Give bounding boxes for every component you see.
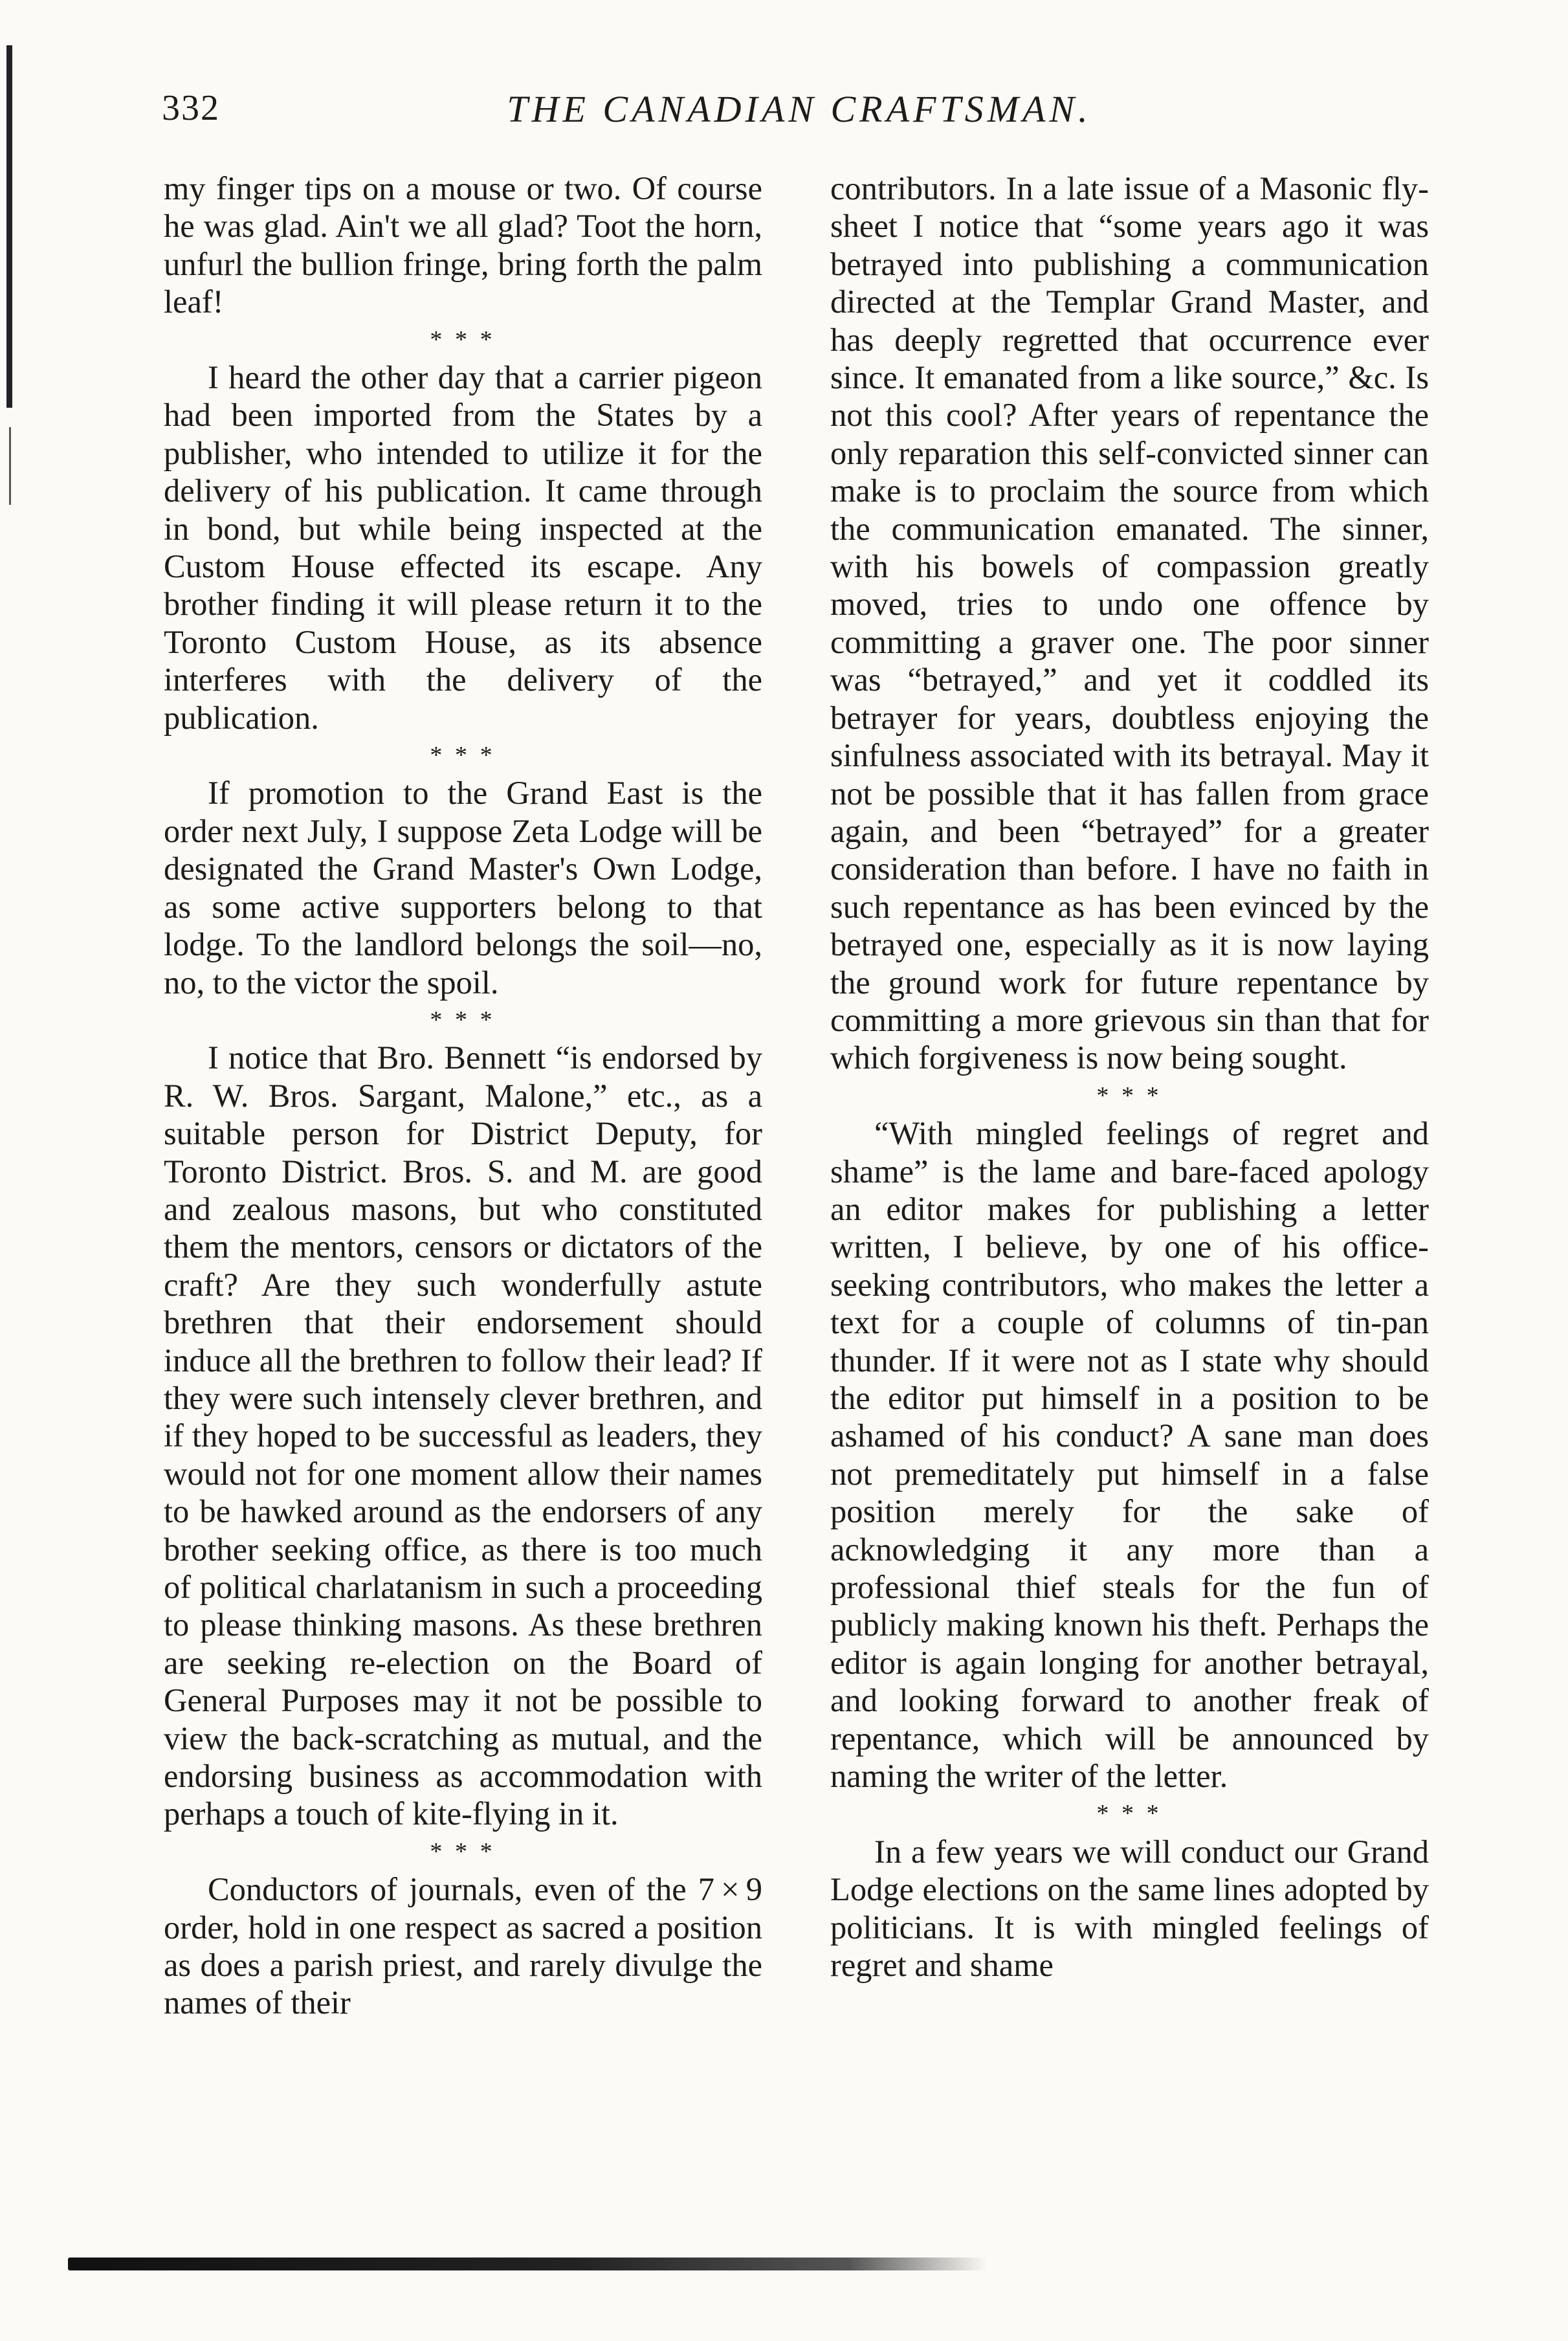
section-asterism: * * * [430, 1837, 496, 1865]
page-number: 332 [162, 88, 220, 128]
left-paragraph-3: If promotion to the Grand East is the order next July, I suppose Zeta Lodge will be designated the Grand Master's Own Lodge, as some active supporters belong to that lodge. To the landlord belongs the soil—no, no, to the victor the spoil. [164, 775, 762, 1001]
right-paragraph-3: In a few years we will conduct our Grand Lodge elections on the same lines adopted by politicians. It is with mingled feelings of regret and shame [830, 1833, 1429, 1984]
right-column [830, 170, 1429, 1984]
section-asterism: * * * [430, 742, 496, 770]
scan-edge-mark [6, 45, 12, 408]
left-paragraph-4: I notice that Bro. Bennett “is endorsed by R. W. Bros. Sargant, Malone,” etc., as a suitable person for District Deputy, for Toronto District. Bros. S. and M. are good and zealous masons, but who constituted them the mentors, censors or dictators of the craft? Are they such wonderfully astute brethren that their endorsement should induce all the brethren to follow their lead? If they were such intensely clever brethren, and if they hoped to be successful as leaders, they would not for one moment allow their names to be hawked around as the endorsers of any brother seeking office, as there is too much of political charlatanism in such a proceeding to please thinking masons. As these brethren are seeking re-election on the Board of General Purposes may it not be possible to view the back-scratching as mutual, and the endorsing business as accommodation with perhaps a touch of kite-flying in it. [164, 1039, 762, 1832]
left-paragraph-1: my finger tips on a mouse or two. Of course he was glad. Ain't we all glad? Toot the horn, unfurl the bullion fringe, bring forth the palm leaf! [164, 170, 762, 320]
left-paragraph-2: I heard the other day that a carrier pigeon had been imported from the States by a publisher, who intended to utilize it for the delivery of his publication. It came through in bond, but while being inspected at the Custom House effected its escape. Any brother finding it will please return it to the Toronto Custom House, as its absence interferes with the delivery of the publication. [164, 359, 762, 736]
section-asterism: * * * [1096, 1800, 1163, 1828]
right-paragraph-1: contributors. In a late issue of a Masonic fly-sheet I notice that “some years ago it was betrayed into publishing a communication directed at the Templar Grand Master, and has deeply regretted that occurrence ever since. It emanated from a like source,” &c. Is not this cool? After years of repentance the only reparation this self-convicted sinner can make is to proclaim the source from which the communication emanated. The sinner, with his bowels of compassion greatly moved, tries to undo one offence by committing a graver one. The poor sinner was “betrayed,” and yet it coddled its betrayer for years, doubtless enjoying the sinfulness associated with its betrayal. May it not be possible that it has fallen from grace again, and been “betrayed” for a greater consideration than before. I have no faith in such repentance as has been evinced by the betrayed one, especially as it is now laying the ground work for future repentance by committing a more grievous sin than that for which forgiveness is now being sought. [830, 170, 1429, 1076]
page-header [162, 87, 1437, 146]
right-paragraph-2: “With mingled feelings of regret and shame” is the lame and bare-faced apology an editor makes for publishing a letter written, I believe, by one of his office-seeking contributors, who makes the letter a text for a couple of columns of tin-pan thunder. If it were not as I state why should the editor put himself in a position to be ashamed of his conduct? A sane man does not premeditately put himself in a false position merely for the sake of acknowledging it any more than a professional thief steals for the fun of publicly making known his theft. Perhaps the editor is again longing for another betrayal, and looking forward to another freak of repentance, which will be announced by naming the writer of the letter. [830, 1115, 1429, 1795]
bottom-scan-rule [68, 2258, 987, 2270]
left-paragraph-5: Conductors of journals, even of the 7 × 9 order, hold in one respect as sacred a position as does a parish priest, and rarely divulge the names of their [164, 1871, 762, 2021]
running-title: THE CANADIAN CRAFTSMAN. [507, 88, 1092, 130]
left-column [164, 170, 762, 2022]
section-asterism: * * * [430, 326, 496, 353]
section-asterism: * * * [430, 1006, 496, 1034]
section-asterism: * * * [1096, 1082, 1163, 1109]
scan-edge-mark-lower [9, 427, 11, 505]
